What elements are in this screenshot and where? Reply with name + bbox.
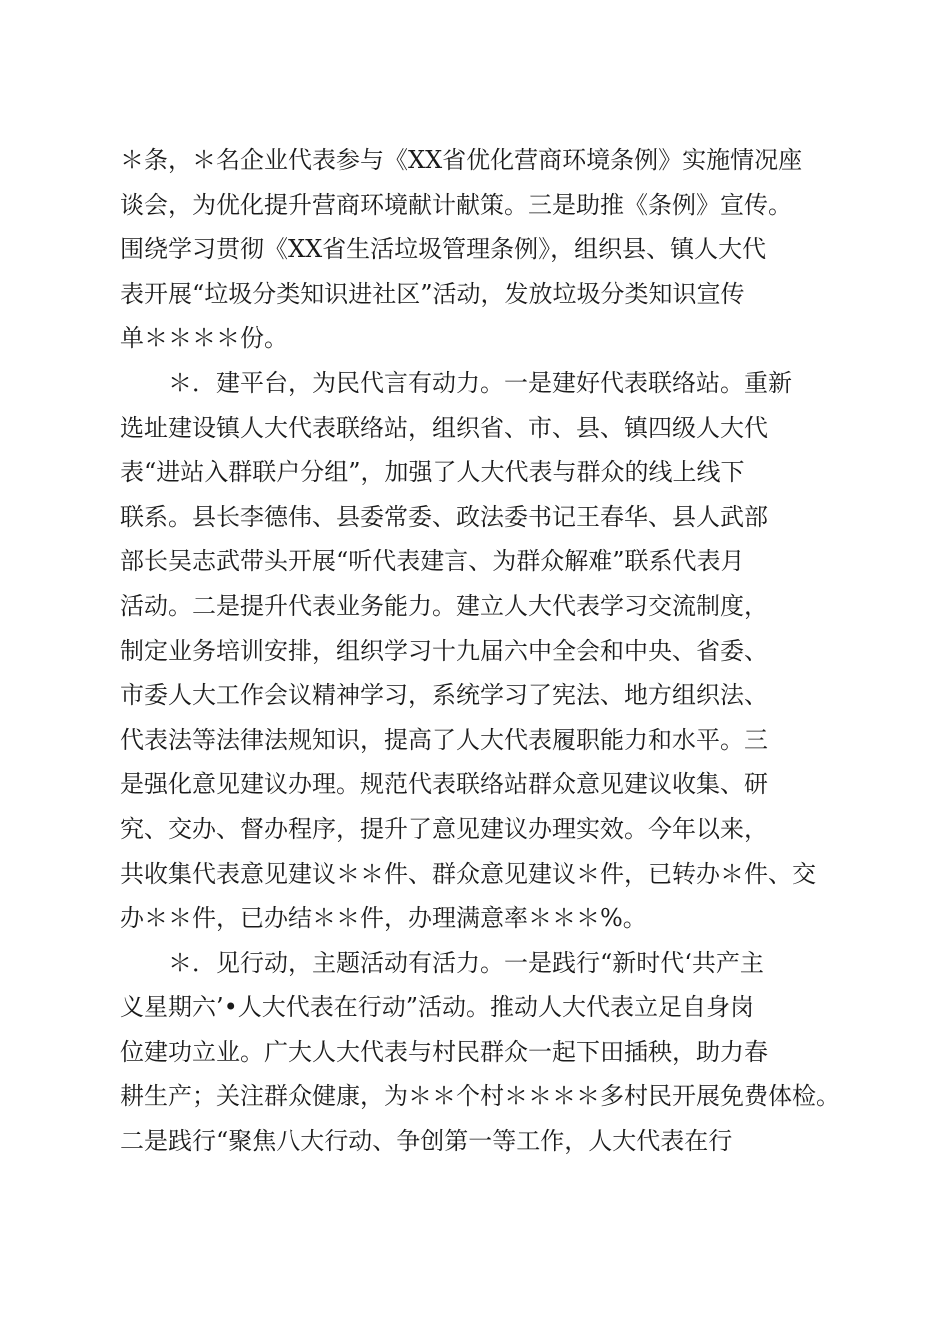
text-line: ＊．见行动，主题活动有活力。一是践行“新时代‘共产主 bbox=[168, 948, 764, 977]
text-line: 单＊＊＊＊份。 bbox=[120, 324, 288, 353]
text-line: 选址建设镇人大代表联络站，组织省、市、县、镇四级人大代 bbox=[120, 413, 768, 442]
text-line: 联系。县长李德伟、县委常委、政法委书记王春华、县人武部 bbox=[120, 502, 768, 531]
text-line: 耕生产；关注群众健康，为＊＊个村＊＊＊＊多村民开展免费体检。 bbox=[120, 1082, 840, 1111]
text-line: 表开展“垃圾分类知识进社区”活动，发放垃圾分类知识宣传 bbox=[120, 279, 745, 308]
paragraph-1 bbox=[120, 138, 832, 361]
text-line: ＊条，＊名企业代表参与《XX省优化营商环境条例》实施情况座 bbox=[120, 146, 803, 174]
text-line: 表“进站入群联户分组”，加强了人大代表与群众的线上线下 bbox=[120, 458, 745, 487]
text-line: 办＊＊件，已办结＊＊件，办理满意率＊＊＊%。 bbox=[120, 904, 647, 933]
text-line: 制定业务培训安排，组织学习十九届六中全会和中央、省委、 bbox=[120, 636, 768, 665]
text-line: 共收集代表意见建议＊＊件、群众意见建议＊件，已转办＊件、交 bbox=[120, 859, 816, 888]
text-line: 是强化意见建议办理。规范代表联络站群众意见建议收集、研 bbox=[120, 770, 768, 799]
text-line: 市委人大工作会议精神学习，系统学习了宪法、地方组织法、 bbox=[120, 681, 768, 710]
text-line: 部长吴志武带头开展“听代表建言、为群众解难”联系代表月 bbox=[120, 547, 745, 576]
document-body bbox=[120, 138, 840, 1164]
text-line: 围绕学习贯彻《XX省生活垃圾管理条例》，组织县、镇人大代 bbox=[120, 235, 767, 264]
text-line: 活动。二是提升代表业务能力。建立人大代表学习交流制度， bbox=[120, 591, 768, 620]
text-line: 义星期六’•人大代表在行动”活动。推动人大代表立足自身岗 bbox=[120, 993, 755, 1022]
text-line: 谈会，为优化提升营商环境献计献策。三是助推《条例》宣传。 bbox=[120, 190, 792, 219]
text-line: 代表法等法律法规知识，提高了人大代表履职能力和水平。三 bbox=[120, 725, 768, 754]
paragraph-3 bbox=[120, 941, 840, 1164]
text-line: 位建功立业。广大人大代表与村民群众一起下田插秧，助力春 bbox=[120, 1037, 768, 1066]
text-line: 二是践行“聚焦八大行动、争创第一等工作，人大代表在行 bbox=[120, 1127, 733, 1156]
paragraph-2 bbox=[120, 361, 832, 941]
text-line: ＊．建平台，为民代言有动力。一是建好代表联络站。重新 bbox=[168, 368, 792, 397]
text-line: 究、交办、督办程序，提升了意见建议办理实效。今年以来， bbox=[120, 814, 768, 843]
